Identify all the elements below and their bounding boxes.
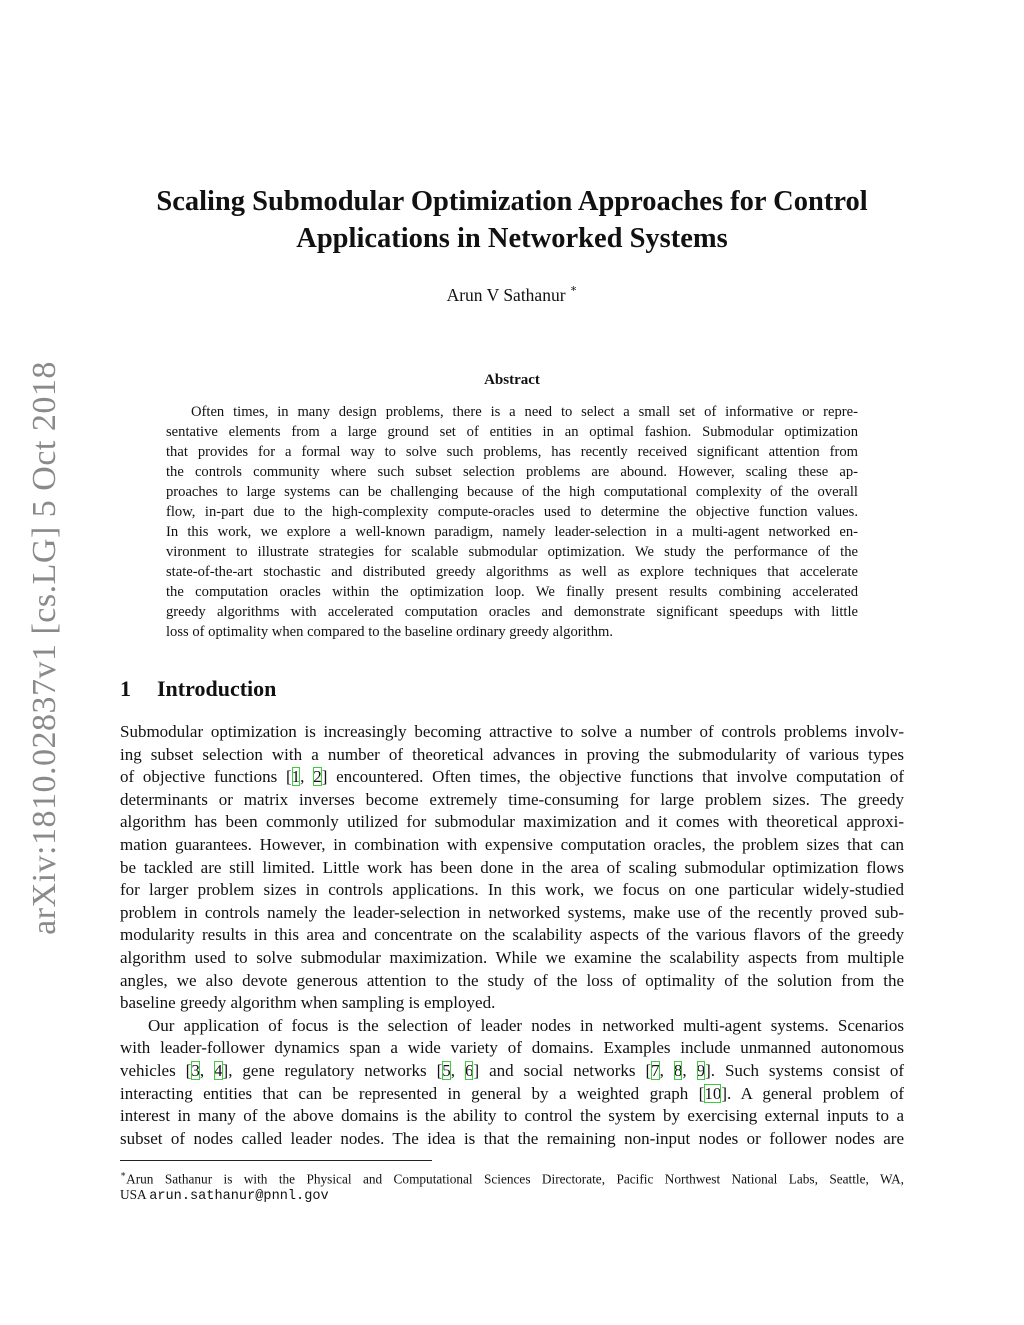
body-line: algorithm has been commonly utilized for submodular maximization and it comes with theoretical approxi- bbox=[120, 812, 904, 832]
abstract-heading: Abstract bbox=[484, 372, 540, 388]
author-line bbox=[120, 284, 904, 306]
body-line: of objective functions [1, 2] encountered. Often times, the objective functions that involve computation of bbox=[120, 767, 904, 787]
body-line: problem in controls namely the leader-selection in networked systems, make use of the recently proved sub- bbox=[120, 902, 904, 922]
title-line-1: Scaling Submodular Optimization Approaches for Control bbox=[156, 186, 868, 217]
arxiv-id: arXiv:1810.02837v1 [cs.LG] 5 Oct 2018 bbox=[26, 360, 63, 935]
abstract-body bbox=[166, 402, 858, 642]
abstract-line: the controls community where such subset selection problems are abound. However, scaling these ap- bbox=[166, 464, 858, 480]
author-name: Arun V Sathanur bbox=[446, 284, 566, 305]
title-line-2: Applications in Networked Systems bbox=[296, 223, 728, 254]
footnote-line-1: ∗Arun Sathanur is with the Physical and Computational Sciences Directorate, Pacific Northwest National Labs, Seattle, WA, bbox=[120, 1169, 904, 1187]
abstract-line: sentative elements from a large ground set of entities in an optimal fashion. Submodular optimization bbox=[166, 424, 858, 440]
abstract-line: flow, in-part due to the high-complexity compute-oracles used to determine the objective function values. bbox=[166, 504, 858, 520]
body-line: interacting entities that can be represented in general by a weighted graph [10]. A general problem of bbox=[120, 1083, 904, 1103]
author-footnote-mark[interactable]: ∗ bbox=[569, 283, 578, 295]
body-line: Submodular optimization is increasingly becoming attractive to solve a number of controls problems involv- bbox=[120, 722, 904, 741]
abstract-line: state-of-the-art stochastic and distributed greedy algorithms as well as explore techniques that accelerate bbox=[166, 564, 858, 580]
citation-link-4[interactable]: 4 bbox=[214, 1060, 223, 1080]
citation-link-3[interactable]: 3 bbox=[191, 1060, 200, 1080]
arxiv-sidebar-stamp bbox=[22, 360, 68, 935]
body-line: algorithm used to solve submodular maximization. While we examine the scalability aspects from multiple bbox=[120, 947, 904, 967]
body-line: with leader-follower dynamics span a wide variety of domains. Examples include unmanned autonomous bbox=[120, 1038, 904, 1058]
citation-link-10[interactable]: 10 bbox=[704, 1083, 722, 1103]
abstract-line: the computation oracles within the optimization loop. We finally present results combining accelerated bbox=[166, 584, 858, 600]
introduction-body bbox=[120, 721, 904, 1150]
footnote-mark: ∗ bbox=[120, 1169, 127, 1179]
footnote bbox=[120, 1166, 904, 1204]
body-line: determinants or matrix inverses become extremely time-consuming for large problem sizes. The greedy bbox=[120, 789, 904, 809]
body-line: angles, we also devote generous attention to the study of the loss of optimality of the solution from the bbox=[120, 970, 904, 990]
citation-link-1[interactable]: 1 bbox=[291, 767, 301, 787]
abstract-line: that provides for a formal way to solve such problems, has recently received significant attention from bbox=[166, 444, 858, 460]
section-heading-introduction bbox=[120, 676, 276, 702]
section-number: 1 bbox=[120, 676, 131, 701]
body-line: mation guarantees. However, in combination with expensive computation oracles, the problem sizes that can bbox=[120, 834, 904, 854]
footnote-rule bbox=[120, 1160, 432, 1161]
abstract-line: proaches to large systems can be challenging because of the high computational complexity of the overall bbox=[166, 484, 858, 500]
section-title: Introduction bbox=[157, 676, 277, 701]
abstract-line: vironment to illustrate strategies for scalable submodular optimization. We study the performance of the bbox=[166, 544, 858, 560]
body-line: baseline greedy algorithm when sampling is employed. bbox=[120, 993, 496, 1013]
paper-title bbox=[120, 183, 904, 257]
abstract-line: In this work, we explore a well-known paradigm, namely leader-selection in a multi-agent networked en- bbox=[166, 524, 858, 540]
body-line: vehicles [3, 4], gene regulatory networks [5, 6] and social networks [7, 8, 9]. Such systems consist of bbox=[120, 1060, 905, 1080]
citation-link-8[interactable]: 8 bbox=[673, 1060, 683, 1080]
citation-link-6[interactable]: 6 bbox=[464, 1060, 474, 1080]
abstract-line: Often times, in many design problems, there is a need to select a small set of informative or repre- bbox=[191, 404, 858, 420]
body-line: interest in many of the above domains is the ability to control the system by exercising external inputs to a bbox=[120, 1106, 904, 1126]
footnote-line-2: USA arun.sathanur@pnnl.gov bbox=[120, 1187, 329, 1204]
abstract-line: loss of optimality when compared to the baseline ordinary greedy algorithm. bbox=[166, 624, 614, 640]
citation-link-7[interactable]: 7 bbox=[651, 1060, 660, 1080]
body-line: ing subset selection with a number of theoretical advances in proving the submodularity of various types bbox=[120, 744, 904, 764]
citation-link-9[interactable]: 9 bbox=[696, 1060, 706, 1080]
body-line: modularity results in this area and concentrate on the scalability aspects of the various flavors of the greedy bbox=[120, 925, 904, 945]
citation-link-2[interactable]: 2 bbox=[313, 767, 322, 787]
body-line: be tackled are still limited. Little work has been done in the area of scaling submodular optimization flows bbox=[120, 857, 904, 877]
author-email-link[interactable]: arun.sathanur@pnnl.gov bbox=[149, 1189, 329, 1204]
abstract-line: greedy algorithms with accelerated computation oracles and demonstrate significant speedups with little bbox=[166, 604, 858, 620]
body-line: Our application of focus is the selection of leader nodes in networked multi-agent systems. Scenarios bbox=[148, 1015, 904, 1035]
citation-link-5[interactable]: 5 bbox=[442, 1060, 451, 1080]
body-line: for larger problem sizes in controls applications. In this work, we focus on one particular widely-studied bbox=[120, 880, 904, 900]
body-line: subset of nodes called leader nodes. The idea is that the remaining non-input nodes or follower nodes are bbox=[120, 1128, 904, 1148]
